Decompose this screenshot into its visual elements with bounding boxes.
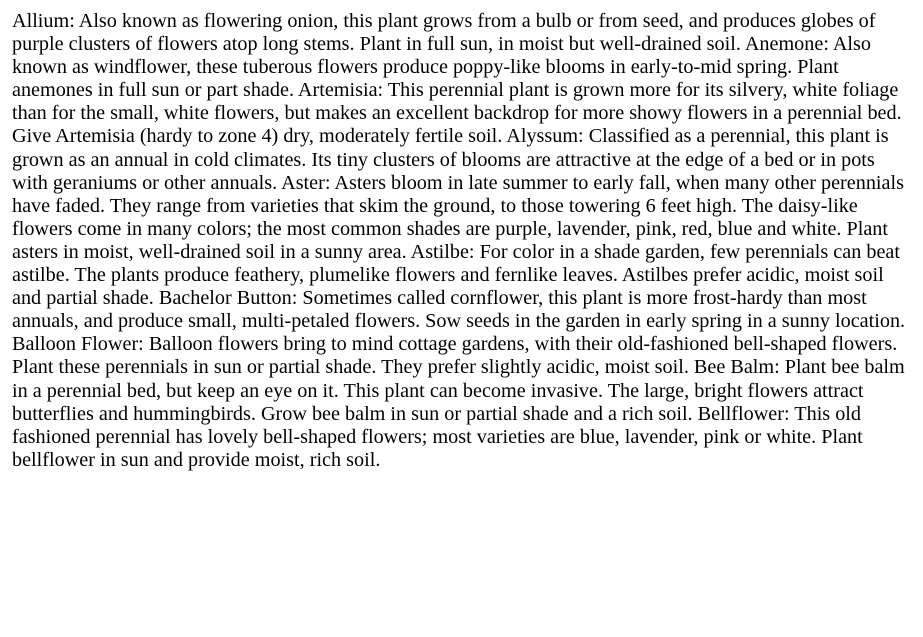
flower-descriptions-paragraph: Allium: Also known as flowering onion, this plant grows from a bulb or from seed, and produces globes of purple clusters of flowers atop long stems. Plant in full sun, in moist but well-drained soil. Anemone: Also known as windflower, these tuberous flowers produce poppy-like blooms in early-to-mid spring. Plant anemones in full sun or part shade. Artemisia: This perennial plant is grown more for its silvery, white foliage than for the small, white flowers, but makes an excellent backdrop for more showy flowers in a perennial bed. Give Artemisia (hardy to zone 4) dry, moderately fertile soil. Alyssum: Classified as a perennial, this plant is grown as an annual in cold climates. Its tiny clusters of blooms are attractive at the edge of a bed or in pots with geraniums or other annuals. Aster: Asters bloom in late summer to early fall, when many other perennials have faded. They range from varieties that skim the ground, to those towering 6 feet high. The daisy-like flowers come in many colors; the most common shades are purple, lavender, pink, red, blue and white. Plant asters in moist, well-drained soil in a sunny area. Astilbe: For color in a shade garden, few perennials can beat astilbe. The plants produce feathery, plumelike flowers and fernlike leaves. Astilbes prefer acidic, moist soil and partial shade. Bachelor Button: Sometimes called cornflower, this plant is more frost-hardy than most annuals, and produce small, multi-petaled flowers. Sow seeds in the garden in early spring in a sunny location. Balloon Flower: Balloon flowers bring to mind cottage gardens, with their old-fashioned bell-shaped flowers. Plant these perennials in sun or partial shade. They prefer slightly acidic, moist soil. Bee Balm: Plant bee balm in a perennial bed, but keep an eye on it. This plant can become invasive. The large, bright flowers attract butterflies and hummingbirds. Grow bee balm in sun or partial shade and a rich soil. Bellflower: This old fashioned perennial has lovely bell-shaped flowers; most varieties are blue, lavender, pink or white. Plant bellflower in sun and provide moist, rich soil.	[12, 10, 906, 471]
